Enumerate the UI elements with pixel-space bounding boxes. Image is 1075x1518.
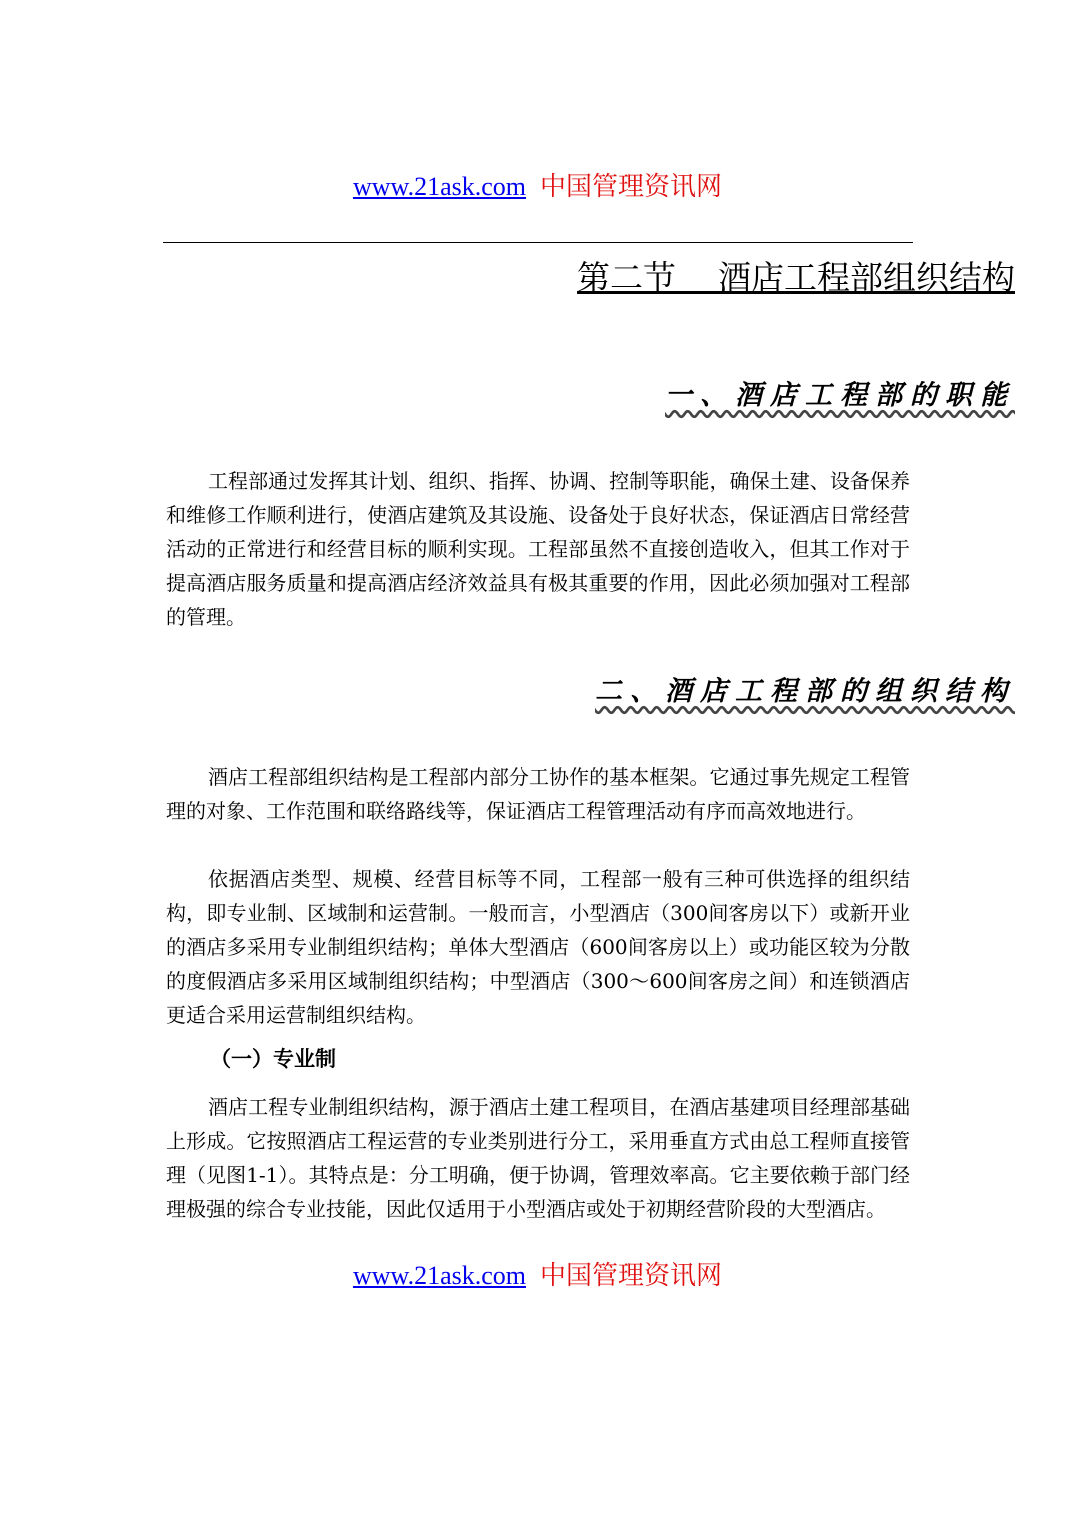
- paragraph-functions: 工程部通过发挥其计划、组织、指挥、协调、控制等职能，确保土建、设备保养和维修工作顺利进行，使酒店建筑及其设施、设备处于良好状态，保证酒店日常经营活动的正常进行和经营目标的顺利实现。工程部虽然不直接创造收入，但其工作对于提高酒店服务质量和提高酒店经济效益具有极其重要的作用，因此必须加强对工程部的管理。: [166, 469, 910, 629]
- section-title: 第二节 酒店工程部组织结构: [577, 258, 1015, 297]
- page-footer: [0, 1259, 1075, 1293]
- heading-functions: 一、酒店工程部的职能: [665, 380, 1015, 411]
- paragraph-structure-types: 依据酒店类型、规模、经营目标等不同，工程部一般有三种可供选择的组织结构，即专业制、区域制和运营制。一般而言，小型酒店（300间客房以下）或新开业的酒店多采用专业制组织结构；单体大型酒店（600间客房以上）或功能区较为分散的度假酒店多采用区域制组织结构；中型酒店（300～600间客房之间）和连锁酒店更适合采用运营制组织结构。: [166, 867, 910, 1027]
- heading-structure: 二、酒店工程部的组织结构: [595, 676, 1015, 707]
- footer-url-link[interactable]: www.21ask.com: [352, 1261, 527, 1290]
- subheading-professional: （一）专业制: [210, 1047, 336, 1071]
- header-site-name: 中国管理资讯网: [540, 172, 723, 202]
- paragraph-professional: 酒店工程专业制组织结构，源于酒店土建工程项目，在酒店基建项目经理部基础上形成。它按照酒店工程运营的专业类别进行分工，采用垂直方式由总工程师直接管理（见图1-1）。其特点是：分工明确，便于协调，管理效率高。它主要依赖于部门经理极强的综合专业技能，因此仅适用于小型酒店或处于初期经营阶段的大型酒店。: [166, 1095, 910, 1221]
- paragraph-structure-intro: 酒店工程部组织结构是工程部内部分工协作的基本框架。它通过事先规定工程管理的对象、工作范围和联络路线等，保证酒店工程管理活动有序而高效地进行。: [166, 765, 910, 823]
- page-header: [0, 170, 1075, 204]
- header-url-link[interactable]: www.21ask.com: [352, 172, 527, 201]
- footer-site-name: 中国管理资讯网: [540, 1261, 723, 1291]
- header-divider: [163, 242, 913, 243]
